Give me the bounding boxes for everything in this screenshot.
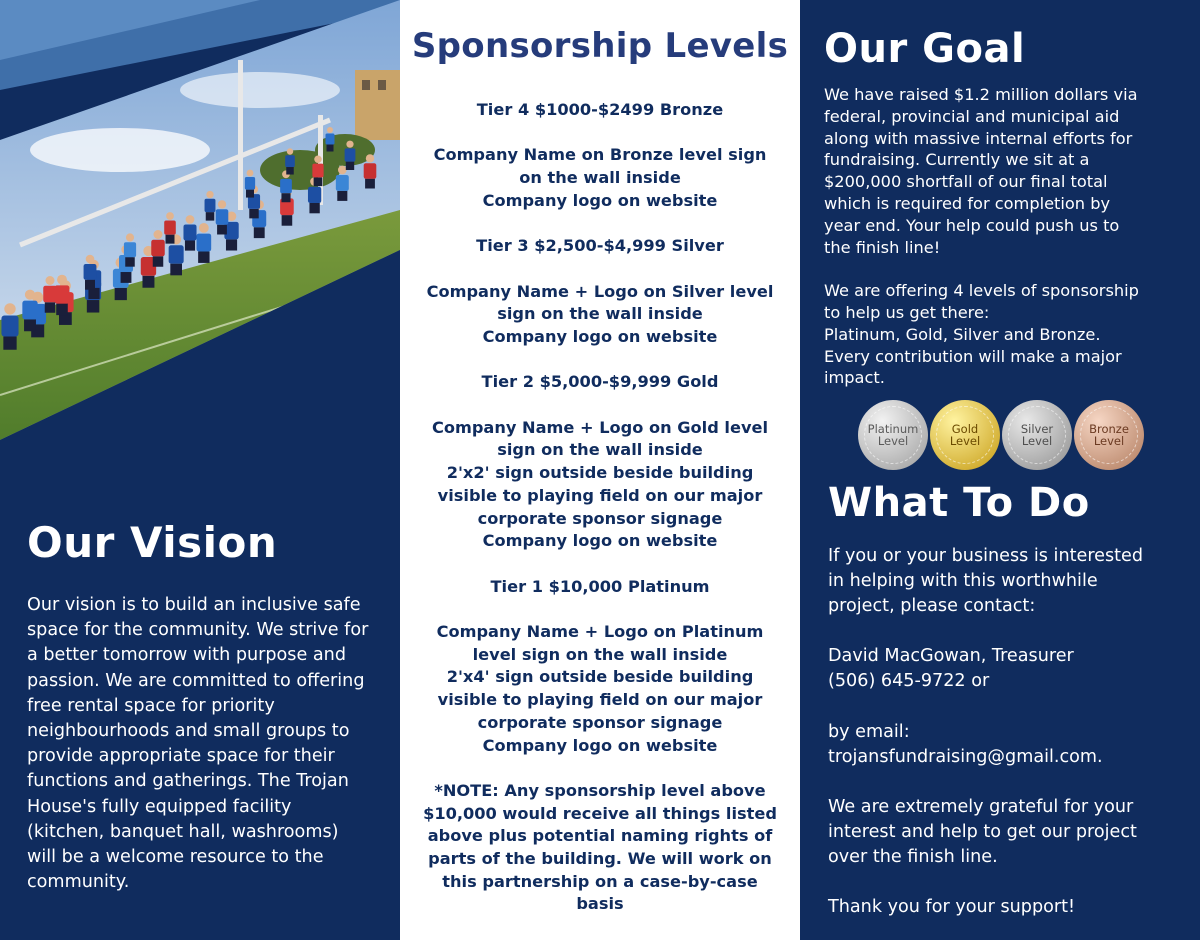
vision-body: Our vision is to build an inclusive safe space for the community. We strive for a better tomorrow with purpose and passion. We are committed to offering free rental space for priority neighbourhoods and small groups to provide appropriate space for their functions and gatherings. The Trojan House's fully equipped facility (kitchen, banquet hall, washrooms) will be a welcome resource to the community. [27, 595, 369, 893]
player-shorts [166, 235, 175, 244]
medal-row [858, 400, 1148, 472]
goal-line: Platinum, Gold, Silver and Bronze. [824, 324, 1101, 344]
player-shorts [309, 203, 319, 213]
player-head [25, 290, 35, 300]
player-shorts [142, 276, 154, 288]
player-shorts [170, 264, 182, 276]
medal-sublabel: Level [1021, 434, 1053, 448]
sponsorship-line: Tier 4 $1000-$2499 Bronze [476, 100, 724, 119]
player-shorts [206, 212, 215, 221]
todo-body [828, 544, 1188, 920]
player-shirt [22, 301, 37, 320]
player-head [126, 233, 134, 241]
player-shorts [246, 190, 254, 198]
goal-line: which is required for completion by [824, 193, 1111, 213]
sponsorship-line: 2'x4' sign outside beside building [446, 667, 754, 687]
sponsorship-line: above plus potential naming rights of [427, 826, 773, 846]
sponsorship-line: basis [576, 894, 624, 914]
sponsorship-line: level sign on the wall inside [472, 644, 728, 664]
player-shorts [314, 177, 323, 186]
player-shirt [364, 163, 377, 178]
medal-label: Bronze [1089, 421, 1129, 436]
player-head [366, 154, 374, 162]
sponsorship-line: Company Name + Logo on Gold level [431, 417, 769, 437]
player-shorts [282, 215, 293, 226]
spacer [828, 695, 1188, 720]
sponsorship-line: visible to playing field on our major [437, 690, 763, 710]
sponsorship-line: corporate sponsor signage [477, 712, 723, 732]
player-shorts [56, 304, 68, 316]
right-panel [800, 0, 1200, 940]
sponsorship-line: Company Name + Logo on Silver level [426, 281, 774, 301]
sponsorship-line: Company Name on Bronze level sign [433, 145, 767, 165]
player-shirt [164, 221, 176, 235]
player-shirt [124, 242, 136, 257]
player-shirt [312, 164, 323, 178]
player-shorts [3, 336, 16, 349]
sponsorship-line: Company logo on website [482, 326, 718, 346]
sponsorship-line: corporate sponsor signage [477, 508, 723, 528]
spacer [828, 770, 1188, 795]
player-shorts [249, 209, 258, 218]
player-shorts [185, 240, 195, 250]
player-shirt [183, 225, 196, 241]
player-shorts [327, 145, 334, 152]
player-shirt [205, 199, 216, 212]
sponsorship-line: Company logo on website [482, 190, 718, 210]
player-shorts [198, 252, 209, 263]
spacer [410, 757, 790, 780]
sponsorship-tiers [410, 99, 790, 916]
sponsorship-line: on the wall inside [519, 168, 681, 188]
player-shirt [280, 179, 292, 193]
medal-label: Silver [1020, 421, 1054, 436]
spacer [410, 213, 790, 236]
player-shirt [1, 316, 18, 337]
goal-line: federal, provincial and municipal aid [824, 106, 1120, 126]
goal-line: fundraising. Currently we sit at a [824, 150, 1090, 170]
medal-label: Platinum [867, 421, 919, 436]
sponsorship-line: Tier 2 $5,000-$9,999 Gold [481, 372, 719, 392]
player-head [287, 148, 293, 154]
player-head [338, 166, 347, 175]
sponsorship-line: sign on the wall inside [497, 304, 703, 324]
todo-line: project, please contact: [828, 596, 1036, 617]
player-shorts [45, 302, 56, 313]
middle-panel [400, 0, 800, 940]
goal-line: $200,000 shortfall of our final total [824, 172, 1108, 192]
player-shorts [346, 162, 354, 170]
goal-line: Every contribution will make a major [824, 346, 1122, 366]
team-photo [0, 0, 400, 460]
spacer [410, 349, 790, 372]
player-head [154, 230, 163, 239]
player-head [4, 303, 15, 314]
todo-line: over the finish line. [828, 847, 998, 868]
spacer [410, 394, 790, 417]
sponsorship-line: this partnership on a case-by-case [442, 871, 758, 891]
silver-medal-icon [1002, 400, 1072, 470]
sponsorship-line: Company logo on website [482, 735, 718, 755]
todo-title: What To Do [828, 480, 1090, 526]
player-head [206, 191, 213, 198]
sponsorship-line: sign on the wall inside [497, 440, 703, 460]
sponsorship-line: Tier 1 $10,000 Platinum [490, 576, 710, 596]
player-shirt [43, 286, 57, 303]
spacer [824, 258, 1184, 280]
left-panel [0, 0, 400, 940]
player-head [86, 255, 95, 264]
vision-title: Our Vision [27, 518, 278, 567]
player-shirt [84, 264, 97, 280]
player-shorts [125, 257, 135, 267]
todo-line: Thank you for your support! [828, 897, 1076, 918]
todo-line: trojansfundraising@gmail.com. [828, 746, 1103, 767]
player-head [314, 156, 322, 164]
player-shirt [151, 240, 165, 257]
player-shorts [115, 288, 127, 300]
player-shorts [24, 319, 36, 331]
player-shirt [326, 134, 335, 145]
player-shirt [216, 209, 229, 224]
todo-line: by email: [828, 721, 910, 742]
player-shorts [121, 272, 132, 283]
player-shorts [281, 193, 290, 202]
sponsorship-line: $10,000 would receive all things listed [423, 803, 777, 823]
todo-line: We are extremely grateful for your [828, 796, 1134, 817]
player-shorts [153, 256, 164, 267]
player-head [218, 200, 226, 208]
todo-line: in helping with this worthwhile [828, 571, 1098, 592]
player-shorts [365, 179, 375, 189]
goal-line: impact. [824, 368, 885, 388]
medal-label: Gold [951, 421, 979, 436]
player-shirt [245, 177, 255, 190]
goal-line: along with massive internal efforts for [824, 128, 1133, 148]
spacer [410, 122, 790, 145]
todo-line: interest and help to get our project [828, 822, 1137, 843]
team-photo-image [0, 0, 400, 460]
gold-medal-icon [930, 400, 1000, 470]
player-shorts [254, 227, 265, 238]
player-head [46, 276, 55, 285]
platinum-medal-icon [858, 400, 928, 470]
player-shorts [226, 239, 237, 250]
goal-body [824, 84, 1184, 389]
spacer [410, 553, 790, 576]
sponsorship-line: Tier 3 $2,500-$4,999 Silver [476, 236, 724, 256]
player-shorts [337, 191, 347, 201]
player-shirt [336, 175, 349, 191]
player-head [199, 223, 209, 233]
todo-line: (506) 645-9722 or [828, 671, 990, 692]
sponsorship-line: Company logo on website [482, 531, 718, 551]
sponsorship-line: Company Name + Logo on Platinum [436, 622, 764, 642]
goal-line: to help us get there: [824, 302, 990, 322]
spacer [828, 870, 1188, 895]
player-head [166, 212, 174, 220]
player-head [346, 141, 353, 148]
goal-line: We have raised $1.2 million dollars via [824, 85, 1138, 104]
player-shorts [85, 280, 95, 290]
medal-sublabel: Level [877, 434, 909, 448]
todo-line: If you or your business is interested [828, 546, 1144, 566]
spacer [410, 598, 790, 621]
spacer [828, 619, 1188, 644]
medal-sublabel: Level [1093, 434, 1125, 448]
player-head [57, 275, 67, 285]
goal-line: We are offering 4 levels of sponsorship [824, 281, 1139, 301]
player-shirt [197, 234, 212, 252]
player-shirt [285, 155, 295, 167]
player-shorts [87, 300, 99, 312]
sponsorship-line: parts of the building. We will work on [428, 849, 772, 869]
player-shirt [345, 148, 356, 161]
goal-title: Our Goal [824, 26, 1026, 72]
player-head [327, 127, 333, 133]
player-head [247, 170, 254, 177]
goal-line: the finish line! [824, 237, 941, 257]
player-shorts [286, 167, 294, 175]
player-shirt [308, 187, 321, 203]
todo-line: David MacGowan, Treasurer [828, 646, 1074, 667]
sponsorship-line: 2'x2' sign outside beside building [446, 463, 754, 483]
spacer [410, 258, 790, 281]
bronze-medal-icon [1074, 400, 1144, 470]
goal-line: year end. Your help could push us to [824, 215, 1120, 235]
sponsorship-line: visible to playing field on our major [437, 485, 763, 505]
medal-sublabel: Level [949, 434, 981, 448]
sponsorship-line: *NOTE: Any sponsorship level above [434, 780, 766, 800]
player-shirt [169, 245, 184, 263]
sponsorship-title: Sponsorship Levels [411, 26, 789, 66]
player-head [186, 215, 195, 224]
player-shirt [55, 285, 70, 303]
player-shorts [217, 225, 227, 235]
